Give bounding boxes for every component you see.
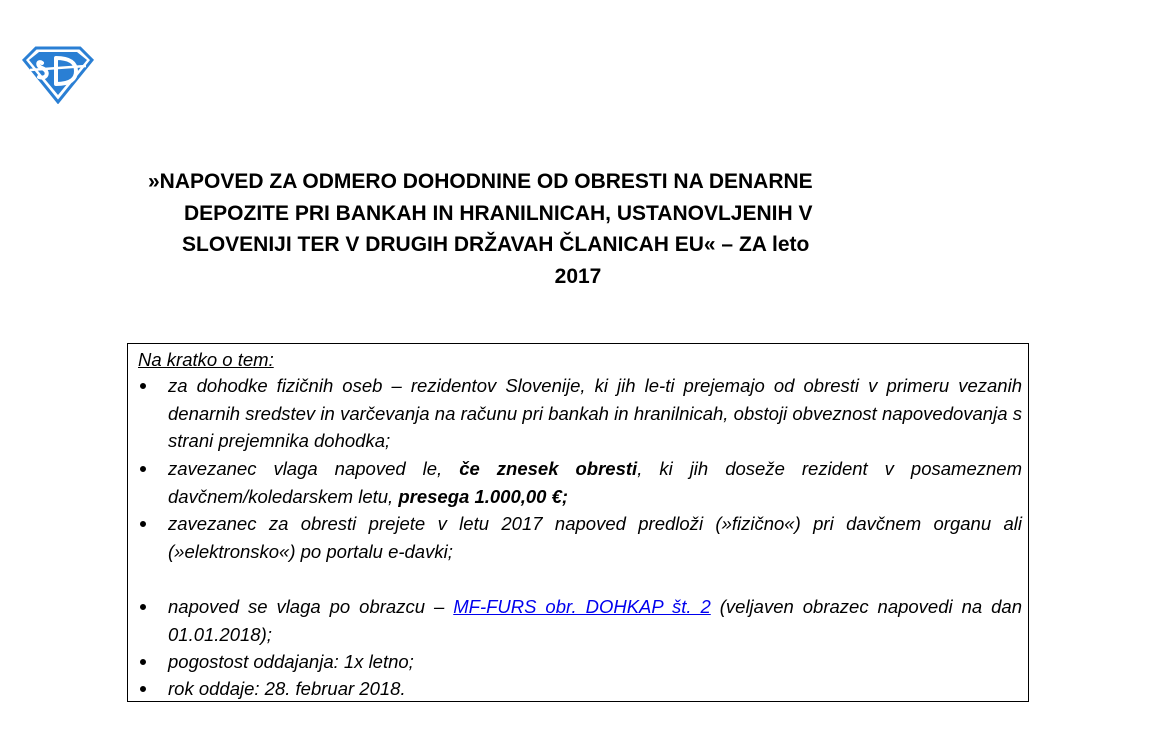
bullet-icon [140,521,146,527]
list-item-text-part: (veljaven obrazec napovedi na dan 01.01.2018); [168,596,1022,645]
list-item-text-part: napoved se vlaga po obrazcu – [168,596,454,617]
sd-shield-logo [20,44,96,104]
list-item-text: rok oddaje: 28. februar 2018. [168,678,406,699]
list-item [138,510,1022,565]
bold-text: če znesek obresti [459,458,638,479]
list-item [138,675,1022,703]
list-item-text: pogostost oddajanja: 1x letno; [168,651,414,672]
list-item-text-part: zavezanec vlaga napoved le, [168,458,460,479]
bullet-icon [140,466,146,472]
title-line-2: DEPOZITE PRI BANKAH IN HRANILNICAH, USTANOVLJENIH V [184,201,813,225]
list-item-text-part: , ki jih doseže rezident v posameznem davčnem/koledarskem letu, [168,458,1022,507]
list-item-text [168,455,1022,510]
title-line-4: 2017 [554,264,602,288]
list-item [138,372,1022,455]
list-item-text [168,593,1022,648]
summary-heading: Na kratko o tem: [138,349,274,370]
document-title [140,166,1020,292]
bullet-icon [140,383,146,389]
summary-box [127,343,1029,702]
list-item [138,455,1022,510]
list-item-text: zavezanec za obresti prejete v letu 2017 napoved predloži (»fizično«) pri davčnem organu ali (»elektronsko«) po portalu e-davki; [168,513,1022,562]
shield-logo-icon [20,44,96,104]
title-line-3: SLOVENIJI TER V DRUGIH DRŽAVAH ČLANICAH EU« – ZA leto [182,233,810,256]
list-item [138,648,1022,676]
bullet-icon [140,659,146,665]
bullet-icon [140,686,146,692]
list-item-text: za dohodke fizičnih oseb – rezidentov Slovenije, ki jih le-ti prejemajo od obresti v primeru vezanih denarnih sredstev in varčevanja na računu pri bankah in hranilnicah, obstoji obveznost napovedovanja s strani prejemnika dohodka; [168,375,1022,451]
list-item [138,593,1022,648]
bold-text: presega 1.000,00 €; [398,485,569,507]
bullet-icon [140,604,146,610]
title-line-1: »NAPOVED ZA ODMERO DOHODNINE OD OBRESTI NA DENARNE [148,170,813,193]
form-link[interactable]: MF-FURS obr. DOHKAP št. 2 [453,596,711,617]
